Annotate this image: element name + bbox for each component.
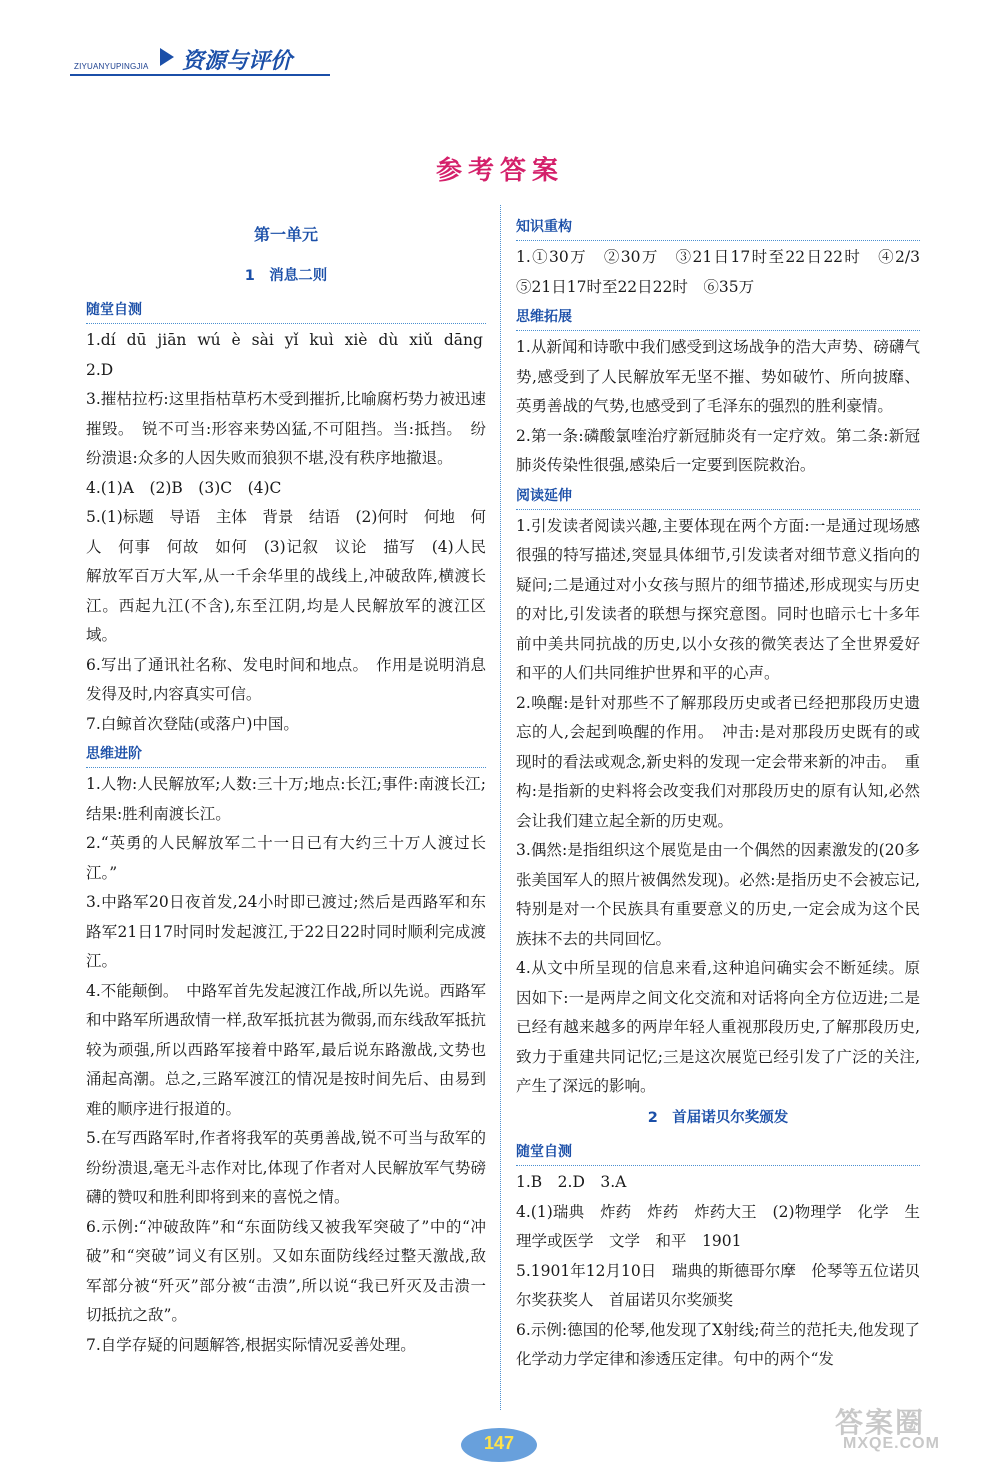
- section-heading: 阅读延伸: [516, 483, 920, 510]
- answer-item: 5.(1)标题 导语 主体 背景 结语 (2)何时 何地 何人 何事 何故 如何 (3)记叙 议论 描写 (4)人民解放军百万大军,从一千余华里的战线上,冲破敌阵,横渡长江。西起九江(不含),东至江阴,均是人民解放军的渡江区域。: [86, 508, 486, 644]
- answer-item: 5.1901年12月10日 瑞典的斯德哥尔摩 伦琴等五位诺贝尔奖获奖人 首届诺贝尔奖颁奖: [516, 1261, 920, 1309]
- answer-item: 1.①30万 ②30万 ③21日17时至22日22时 ④2/3 ⑤21日17时至22日22时 ⑥35万: [516, 248, 936, 296]
- brand-pinyin: ZIYUANYUPINGJIA: [74, 62, 149, 71]
- answer-item: 6.写出了通讯社名称、发电时间和地点。 作用是说明消息发得及时,内容真实可信。: [86, 655, 486, 703]
- answer-item: 1.B 2.D 3.A: [516, 1173, 627, 1191]
- right-column: [516, 212, 936, 1375]
- answer-item: 5.在写西路军时,作者将我军的英勇善战,锐不可当与敌军的纷纷溃退,毫无斗志作对比,体现了作者对人民解放军气势磅礴的赞叹和胜利即将到来的喜悦之情。: [86, 1129, 486, 1206]
- answer-item: 2.D: [86, 360, 114, 379]
- page-number: 147: [483, 1433, 515, 1453]
- page-title: 参考答案: [435, 156, 564, 186]
- section-heading: 思维进阶: [86, 741, 486, 768]
- brand-header: [70, 40, 340, 80]
- answer-item: 2.唤醒:是针对那些不了解那段历史或者已经把那段历史遗忘的人,会起到唤醒的作用。 冲击:是对那段历史既有的或现时的看法或观念,新史料的发现一定会带来新的冲击。 重构:是指新的史料将会改变我们对那段历史的原有认知,必然会让我们建立起全新的历史观。: [516, 693, 920, 830]
- answer-item: 7.白鲸首次登陆(或落户)中国。: [86, 714, 299, 733]
- answer-item: 1.人物:人民解放军;人数:三十万;地点:长江;事件:南渡长江;结果:胜利南渡长江。: [86, 775, 486, 823]
- answer-item: 1.引发读者阅读兴趣,主要体现在两个方面:一是通过现场感很强的特写描述,突显具体细节,引发读者对细节意义指向的疑问;二是通过对小女孩与照片的细节描述,形成现实与历史的对比,引发读者的联想与探究意图。同时也暗示七十多年前中美共同抗战的历史,以小女孩的微笑表达了全世界爱好和平的人们共同维护世界和平的心声。: [516, 516, 920, 682]
- answer-item: 3.偶然:是指组织这个展览是由一个偶然的因素激发的(20多张美国军人的照片被偶然发现)。必然:是指历史不会被忘记,特别是对一个民族具有重要意义的历史,一定会成为这个民族抹不去的共同回忆。: [516, 841, 920, 948]
- unit-title: 第一单元: [253, 225, 318, 244]
- answer-item: 7.自学存疑的问题解答,根据实际情况妥善处理。: [86, 1335, 416, 1354]
- watermark-url: MXQE.COM: [843, 1435, 940, 1452]
- watermark-text: 答案圈: [835, 1406, 926, 1439]
- answer-item: 4.不能颠倒。 中路军首先发起渡江作战,所以先说。西路军和中路军所遇敌情一样,敌军抵抗甚为微弱,而东线敌军抵抗较为顽强,所以西路军接着中路军,最后说东路激战,文势也涌起高潮。总之,三路军渡江的情况是按时间先后、由易到难的顺序进行报道的。: [86, 981, 486, 1118]
- answer-item: 6.示例:德国的伦琴,他发现了X射线;荷兰的范托夫,他发现了化学动力学定律和渗透压定律。句中的两个“发: [516, 1320, 920, 1368]
- answer-item: 1.从新闻和诗歌中我们感受到这场战争的浩大声势、磅礴气势,感受到了人民解放军无坚不摧、势如破竹、所向披靡、英勇善战的气势,也感受到了毛泽东的强烈的胜利豪情。: [516, 338, 920, 415]
- answer-item: 4.(1)瑞典 炸药 炸药 炸药大王 (2)物理学 化学 生理学或医学 文学 和平 1901: [516, 1202, 920, 1250]
- column-divider: [500, 205, 501, 1410]
- answer-item: 3.摧枯拉朽:这里指枯草朽木受到摧折,比喻腐朽势力被迅速摧毁。 锐不可当:形容来势凶猛,不可阻挡。当:抵挡。 纷纷溃退:众多的人因失败而狼狈不堪,没有秩序地撤退。: [86, 390, 486, 467]
- arrow-icon: [160, 48, 174, 66]
- page-number-badge: [461, 1428, 537, 1462]
- watermark: [835, 1395, 985, 1455]
- answer-item: 4.(1)A (2)B (3)C (4)C: [86, 478, 282, 497]
- answer-item: 6.示例:“冲破敌阵”和“东面防线又被我军突破了”中的“冲破”和“突破”词义有区别。又如东面防线经过整天激战,敌军部分被“歼灭”部分被“击溃”,所以说“我已歼灭及击溃一切抵抗之敌”。: [86, 1217, 486, 1324]
- answer-item: 2.“英勇的人民解放军二十一日已有大约三十万人渡过长江。”: [86, 834, 486, 882]
- section-heading: 随堂自测: [516, 1139, 920, 1166]
- section-heading: 随堂自测: [86, 297, 486, 324]
- answer-item: 4.从文中所呈现的信息来看,这种追问确实会不断延续。原因如下:一是两岸之间文化交流和对话将向全方位迈进;二是已经有越来越多的两岸年轻人重视那段历史,了解那段历史,致力于重建共同记忆;三是这次展览已经引发了广泛的关注,产生了深远的影响。: [516, 959, 920, 1095]
- answer-item: 1.dí dū jiān wú è sài yǐ kuì xiè dù xiǔ dāng: [86, 331, 483, 349]
- answer-item: 2.第一条:磷酸氯喹治疗新冠肺炎有一定疗效。第二条:新冠肺炎传染性很强,感染后一定要到医院救治。: [516, 426, 920, 474]
- section-heading: 思维拓展: [516, 304, 920, 331]
- answer-item: 3.中路军20日夜首发,24小时即已渡过;然后是西路军和东路军21日17时同时发起渡江,于22日22时同时顺利完成渡江。: [86, 893, 486, 970]
- brand-title: 资源与评价: [182, 49, 293, 74]
- lesson-title: 1 消息二则: [244, 267, 328, 284]
- left-column: [86, 212, 486, 1360]
- section-heading: 知识重构: [516, 214, 920, 241]
- lesson-title: 2 首届诺贝尔奖颁发: [647, 1109, 789, 1126]
